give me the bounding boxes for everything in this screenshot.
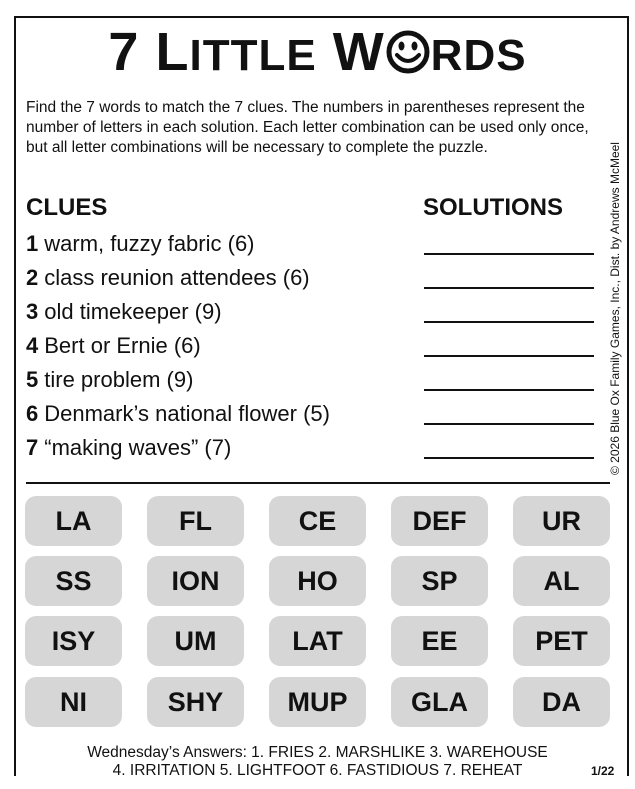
clue-number: 1 xyxy=(26,231,39,256)
clue-7 xyxy=(26,433,231,463)
letter-tile[interactable]: SS xyxy=(25,556,122,606)
answers-line-2: 4. IRRITATION 5. LIGHTFOOT 6. FASTIDIOUS 7. REHEAT xyxy=(112,762,523,779)
letter-tile[interactable]: SP xyxy=(391,556,488,606)
clue-3 xyxy=(26,297,222,327)
letter-tile[interactable]: ISY xyxy=(25,616,122,666)
letter-tile[interactable]: NI xyxy=(25,677,122,727)
clue-number: 6 xyxy=(26,401,39,426)
letter-tile[interactable]: DA xyxy=(513,677,610,727)
puzzle-date: 1/22 xyxy=(591,764,615,778)
clue-5 xyxy=(26,365,193,395)
clue-number: 4 xyxy=(26,333,39,358)
solution-blank-4[interactable] xyxy=(424,355,594,357)
solution-blank-1[interactable] xyxy=(424,253,594,255)
answers-line-1: Wednesday’s Answers: 1. FRIES 2. MARSHLIKE 3. WAREHOUSE xyxy=(87,744,548,761)
clue-6 xyxy=(26,399,330,429)
letter-tile[interactable]: MUP xyxy=(269,677,366,727)
clue-4 xyxy=(26,331,201,361)
letter-tile[interactable]: UR xyxy=(513,496,610,546)
letter-tile[interactable]: UM xyxy=(147,616,244,666)
clue-text: tire problem (9) xyxy=(44,367,194,392)
letter-tile[interactable]: AL xyxy=(513,556,610,606)
solution-blank-5[interactable] xyxy=(424,389,594,391)
letter-tile[interactable]: CE xyxy=(269,496,366,546)
clue-text: Denmark’s national flower (5) xyxy=(44,401,330,426)
letter-tile[interactable]: SHY xyxy=(147,677,244,727)
previous-answers xyxy=(0,744,635,780)
clue-text: warm, fuzzy fabric (6) xyxy=(44,231,255,256)
copyright-notice: © 2026 Blue Ox Family Games, Inc., Dist. by Andrews McMeel xyxy=(608,142,622,475)
letter-tile[interactable]: PET xyxy=(513,616,610,666)
clue-number: 3 xyxy=(26,299,39,324)
letter-tile[interactable]: ION xyxy=(147,556,244,606)
clue-text: “making waves” (7) xyxy=(44,435,232,460)
clues-header: CLUES xyxy=(26,194,108,221)
solution-blank-7[interactable] xyxy=(424,457,594,459)
clue-text: Bert or Ernie (6) xyxy=(44,333,201,358)
letter-tile[interactable]: LA xyxy=(25,496,122,546)
instructions: Find the 7 words to match the 7 clues. The numbers in parentheses represent the number of letters in each solution. Each letter combination can be used only once, but all letter combinations will be necessary to complete the puzzle. xyxy=(26,99,589,156)
letter-tile[interactable]: DEF xyxy=(391,496,488,546)
clue-number: 2 xyxy=(26,265,39,290)
title-ittle: ITTLE xyxy=(189,31,317,80)
clue-text: class reunion attendees (6) xyxy=(44,265,310,290)
title-rds: RDS xyxy=(430,31,527,80)
clue-number: 5 xyxy=(26,367,39,392)
letter-tile[interactable]: GLA xyxy=(391,677,488,727)
divider xyxy=(26,482,610,484)
title-letter-l: L xyxy=(155,22,190,82)
solution-blank-3[interactable] xyxy=(424,321,594,323)
title-number: 7 xyxy=(108,22,140,82)
puzzle-title xyxy=(0,22,635,86)
letter-tile[interactable]: LAT xyxy=(269,616,366,666)
letter-tile[interactable]: FL xyxy=(147,496,244,546)
solution-blank-6[interactable] xyxy=(424,423,594,425)
solution-blank-2[interactable] xyxy=(424,287,594,289)
clue-number: 7 xyxy=(26,435,39,460)
clue-1 xyxy=(26,229,255,259)
solutions-header: SOLUTIONS xyxy=(423,194,564,221)
clue-text: old timekeeper (9) xyxy=(44,299,222,324)
letter-tile[interactable]: EE xyxy=(391,616,488,666)
clue-2 xyxy=(26,263,310,293)
smiley-icon xyxy=(386,30,430,74)
letter-tile[interactable]: HO xyxy=(269,556,366,606)
title-letter-w: W xyxy=(332,22,385,82)
